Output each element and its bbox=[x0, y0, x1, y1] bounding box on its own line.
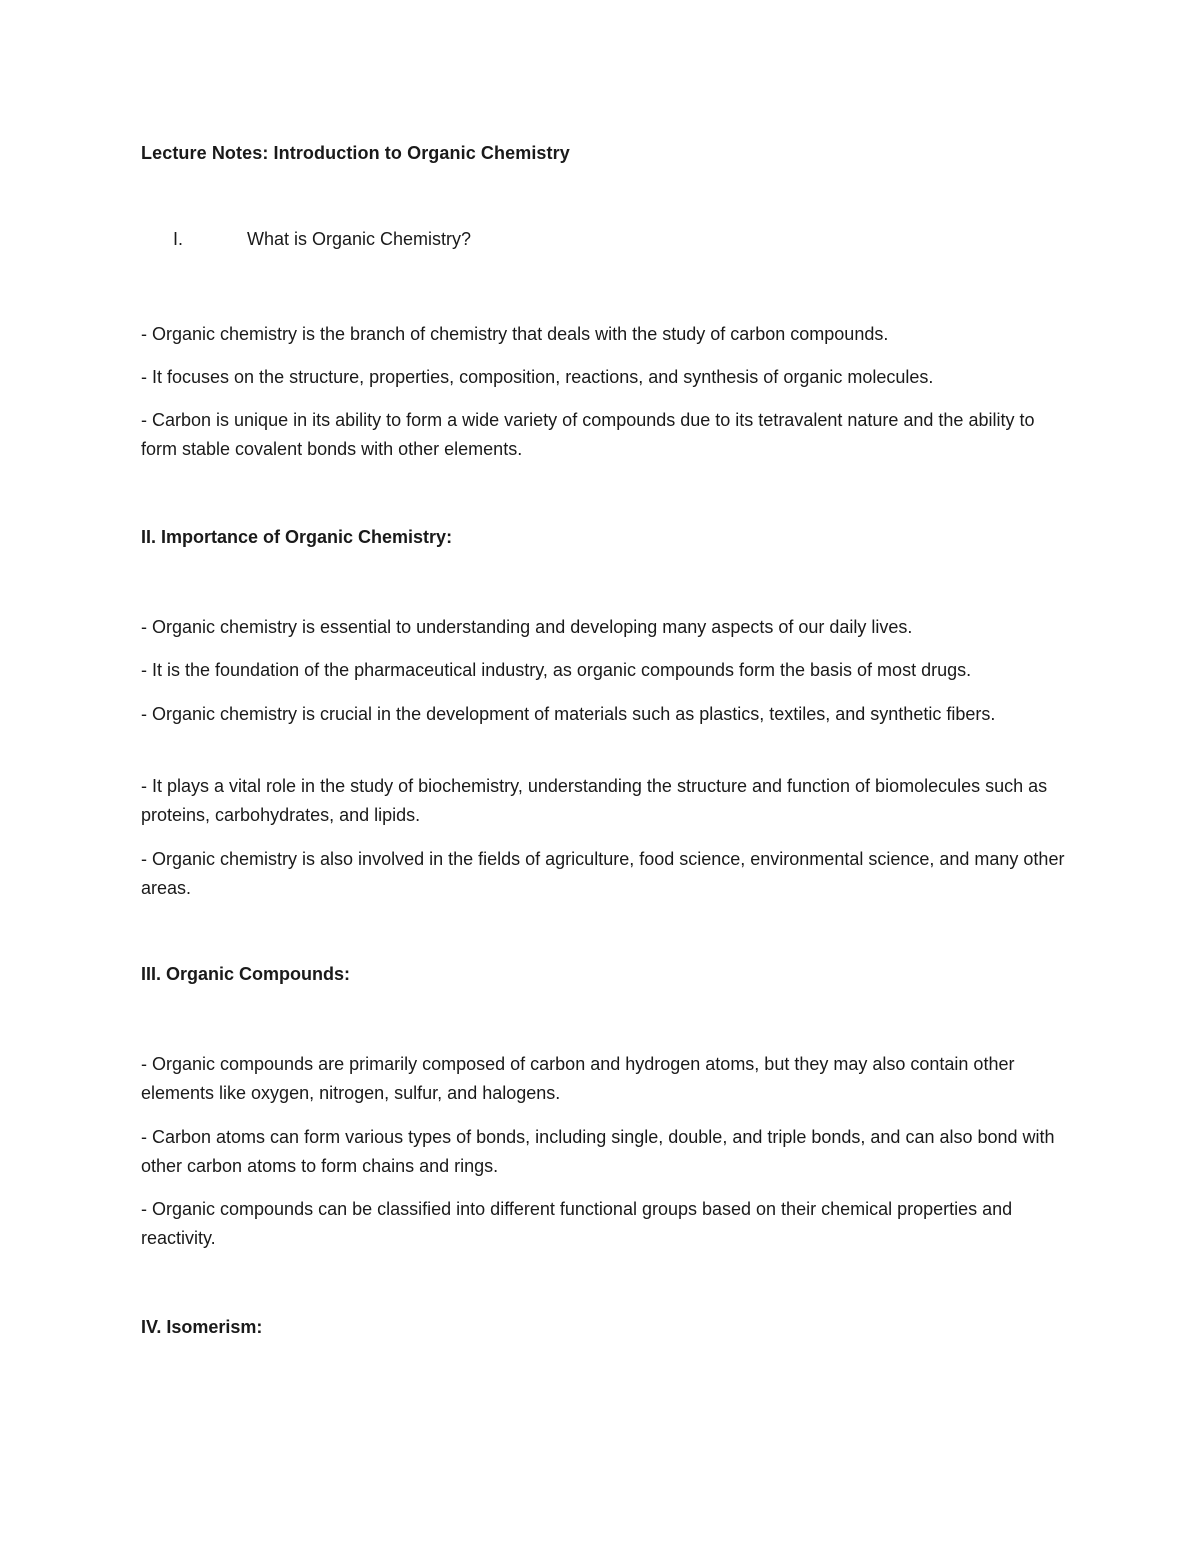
section-2-bullet-2: - It is the foundation of the pharmaceutical industry, as organic compounds form the basis of most drugs. bbox=[141, 660, 972, 680]
section-2-bullet-3: - Organic chemistry is crucial in the development of materials such as plastics, textiles, and synthetic fibers. bbox=[141, 704, 996, 724]
section-3-bullet-2: - Carbon atoms can form various types of bonds, including single, double, and triple bonds, and can also bond with other carbon atoms to form chains and rings. bbox=[141, 1127, 1055, 1176]
section-1-bullet-2: - It focuses on the structure, properties, composition, reactions, and synthesis of organic molecules. bbox=[141, 367, 934, 387]
section-1-title: What is Organic Chemistry? bbox=[247, 229, 472, 249]
section-1-bullet-1: - Organic chemistry is the branch of chemistry that deals with the study of carbon compounds. bbox=[141, 324, 889, 344]
section-1-bullet-3: - Carbon is unique in its ability to form a wide variety of compounds due to its tetravalent nature and the ability to form stable covalent bonds with other elements. bbox=[141, 410, 1035, 459]
section-3-heading: III. Organic Compounds: bbox=[141, 964, 351, 984]
section-2-bullet-4: - It plays a vital role in the study of biochemistry, understanding the structure and function of biomolecules such as proteins, carbohydrates, and lipids. bbox=[141, 776, 1048, 825]
section-2-bullet-1: - Organic chemistry is essential to understanding and developing many aspects of our daily lives. bbox=[141, 617, 913, 637]
section-3-bullet-3: - Organic compounds can be classified into different functional groups based on their chemical properties and reactivity. bbox=[141, 1199, 1013, 1248]
section-1-heading bbox=[173, 229, 471, 250]
section-4-heading: IV. Isomerism: bbox=[141, 1317, 263, 1337]
section-2-heading: II. Importance of Organic Chemistry: bbox=[141, 527, 453, 547]
section-3-bullet-1: - Organic compounds are primarily composed of carbon and hydrogen atoms, but they may also contain other elements like oxygen, nitrogen, sulfur, and halogens. bbox=[141, 1054, 1015, 1103]
document-title: Lecture Notes: Introduction to Organic Chemistry bbox=[141, 143, 570, 163]
section-1-number: I. bbox=[173, 229, 184, 249]
section-2-bullet-5: - Organic chemistry is also involved in the fields of agriculture, food science, environmental science, and many other areas. bbox=[141, 849, 1065, 898]
